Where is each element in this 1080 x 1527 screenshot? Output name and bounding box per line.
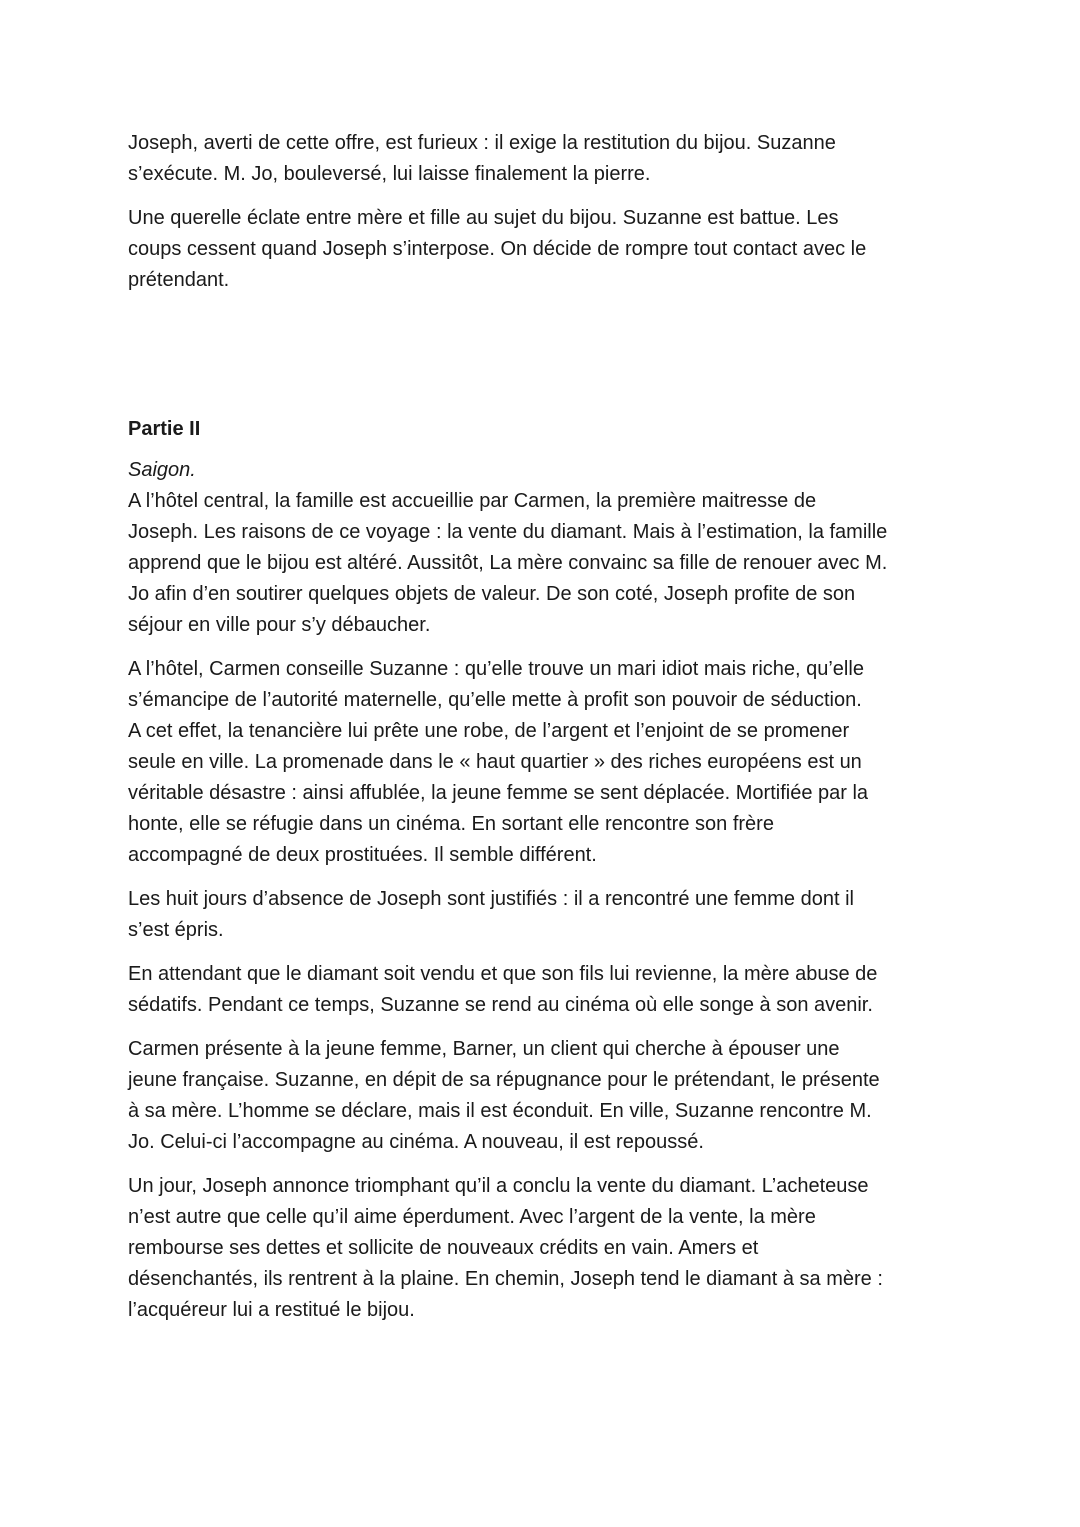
heading-gap	[128, 445, 968, 455]
paragraph-barner: Carmen présente à la jeune femme, Barner, un client qui cherche à épouser une jeune française. Suzanne, en dépit de sa répugnance pour le prétendant, le présente à sa mère. L’homme se déclare, mais il est éconduit. En ville, Suzanne rencontre M. Jo. Celui-ci l’accompagne au cinéma. A nouveau, il est repoussé.	[128, 1038, 880, 1153]
paragraph-joseph-furieux: Joseph, averti de cette offre, est furieux : il exige la restitution du bijou. Suzanne s’exécute. M. Jo, bouleversé, lui laisse finalement la pierre.	[128, 132, 836, 185]
section-heading-partie-ii: Partie II	[128, 418, 201, 440]
location-label: Saigon.	[128, 459, 196, 481]
paragraph-attendant-diamant: En attendant que le diamant soit vendu et que son fils lui revienne, la mère abuse de sédatifs. Pendant ce temps, Suzanne se rend au cinéma où elle songe à son avenir.	[128, 963, 878, 1016]
paragraph-vente-diamant: Un jour, Joseph annonce triomphant qu’il a conclu la vente du diamant. L’acheteuse n’est autre que celle qu’il aime éperdument. Avec l’argent de la vente, la mère rembourse ses dettes et sollicite de nouveaux crédits en vain. Amers et désenchantés, ils rentrent à la plaine. En chemin, Joseph tend le diamant à sa mère : l’acquéreur lui a restitué le bijou.	[128, 1175, 883, 1321]
document-page	[128, 128, 968, 1339]
section-spacer	[128, 309, 968, 414]
paragraph-carmen-conseille: A l’hôtel, Carmen conseille Suzanne : qu’elle trouve un mari idiot mais riche, qu’elle s’émancipe de l’autorité maternelle, qu’elle mette à profit son pouvoir de séduction. A cet effet, la tenancière lui prête une robe, de l’argent et l’enjoint de se promener seule en ville. La promenade dans le « haut quartier » des riches européens est un véritable désastre : ainsi affublée, la jeune femme se sent déplacée. Mortifiée par la honte, elle se réfugie dans un cinéma. En sortant elle rencontre son frère accompagné de deux prostituées. Il semble différent.	[128, 658, 869, 866]
paragraph-huit-jours: Les huit jours d’absence de Joseph sont justifiés : il a rencontré une femme dont il s’est épris.	[128, 888, 854, 941]
paragraph-hotel-central: A l’hôtel central, la famille est accueillie par Carmen, la première maitresse de Joseph. Les raisons de ce voyage : la vente du diamant. Mais à l’estimation, la famille apprend que le bijou est altéré. Aussitôt, La mère convainc sa fille de renouer avec M. Jo afin d’en soutirer quelques objets de valeur. De son coté, Joseph profite de son séjour en ville pour s’y débaucher.	[128, 490, 888, 636]
paragraph-querelle: Une querelle éclate entre mère et fille au sujet du bijou. Suzanne est battue. Les coups cessent quand Joseph s’interpose. On décide de rompre tout contact avec le prétendant.	[128, 207, 867, 291]
